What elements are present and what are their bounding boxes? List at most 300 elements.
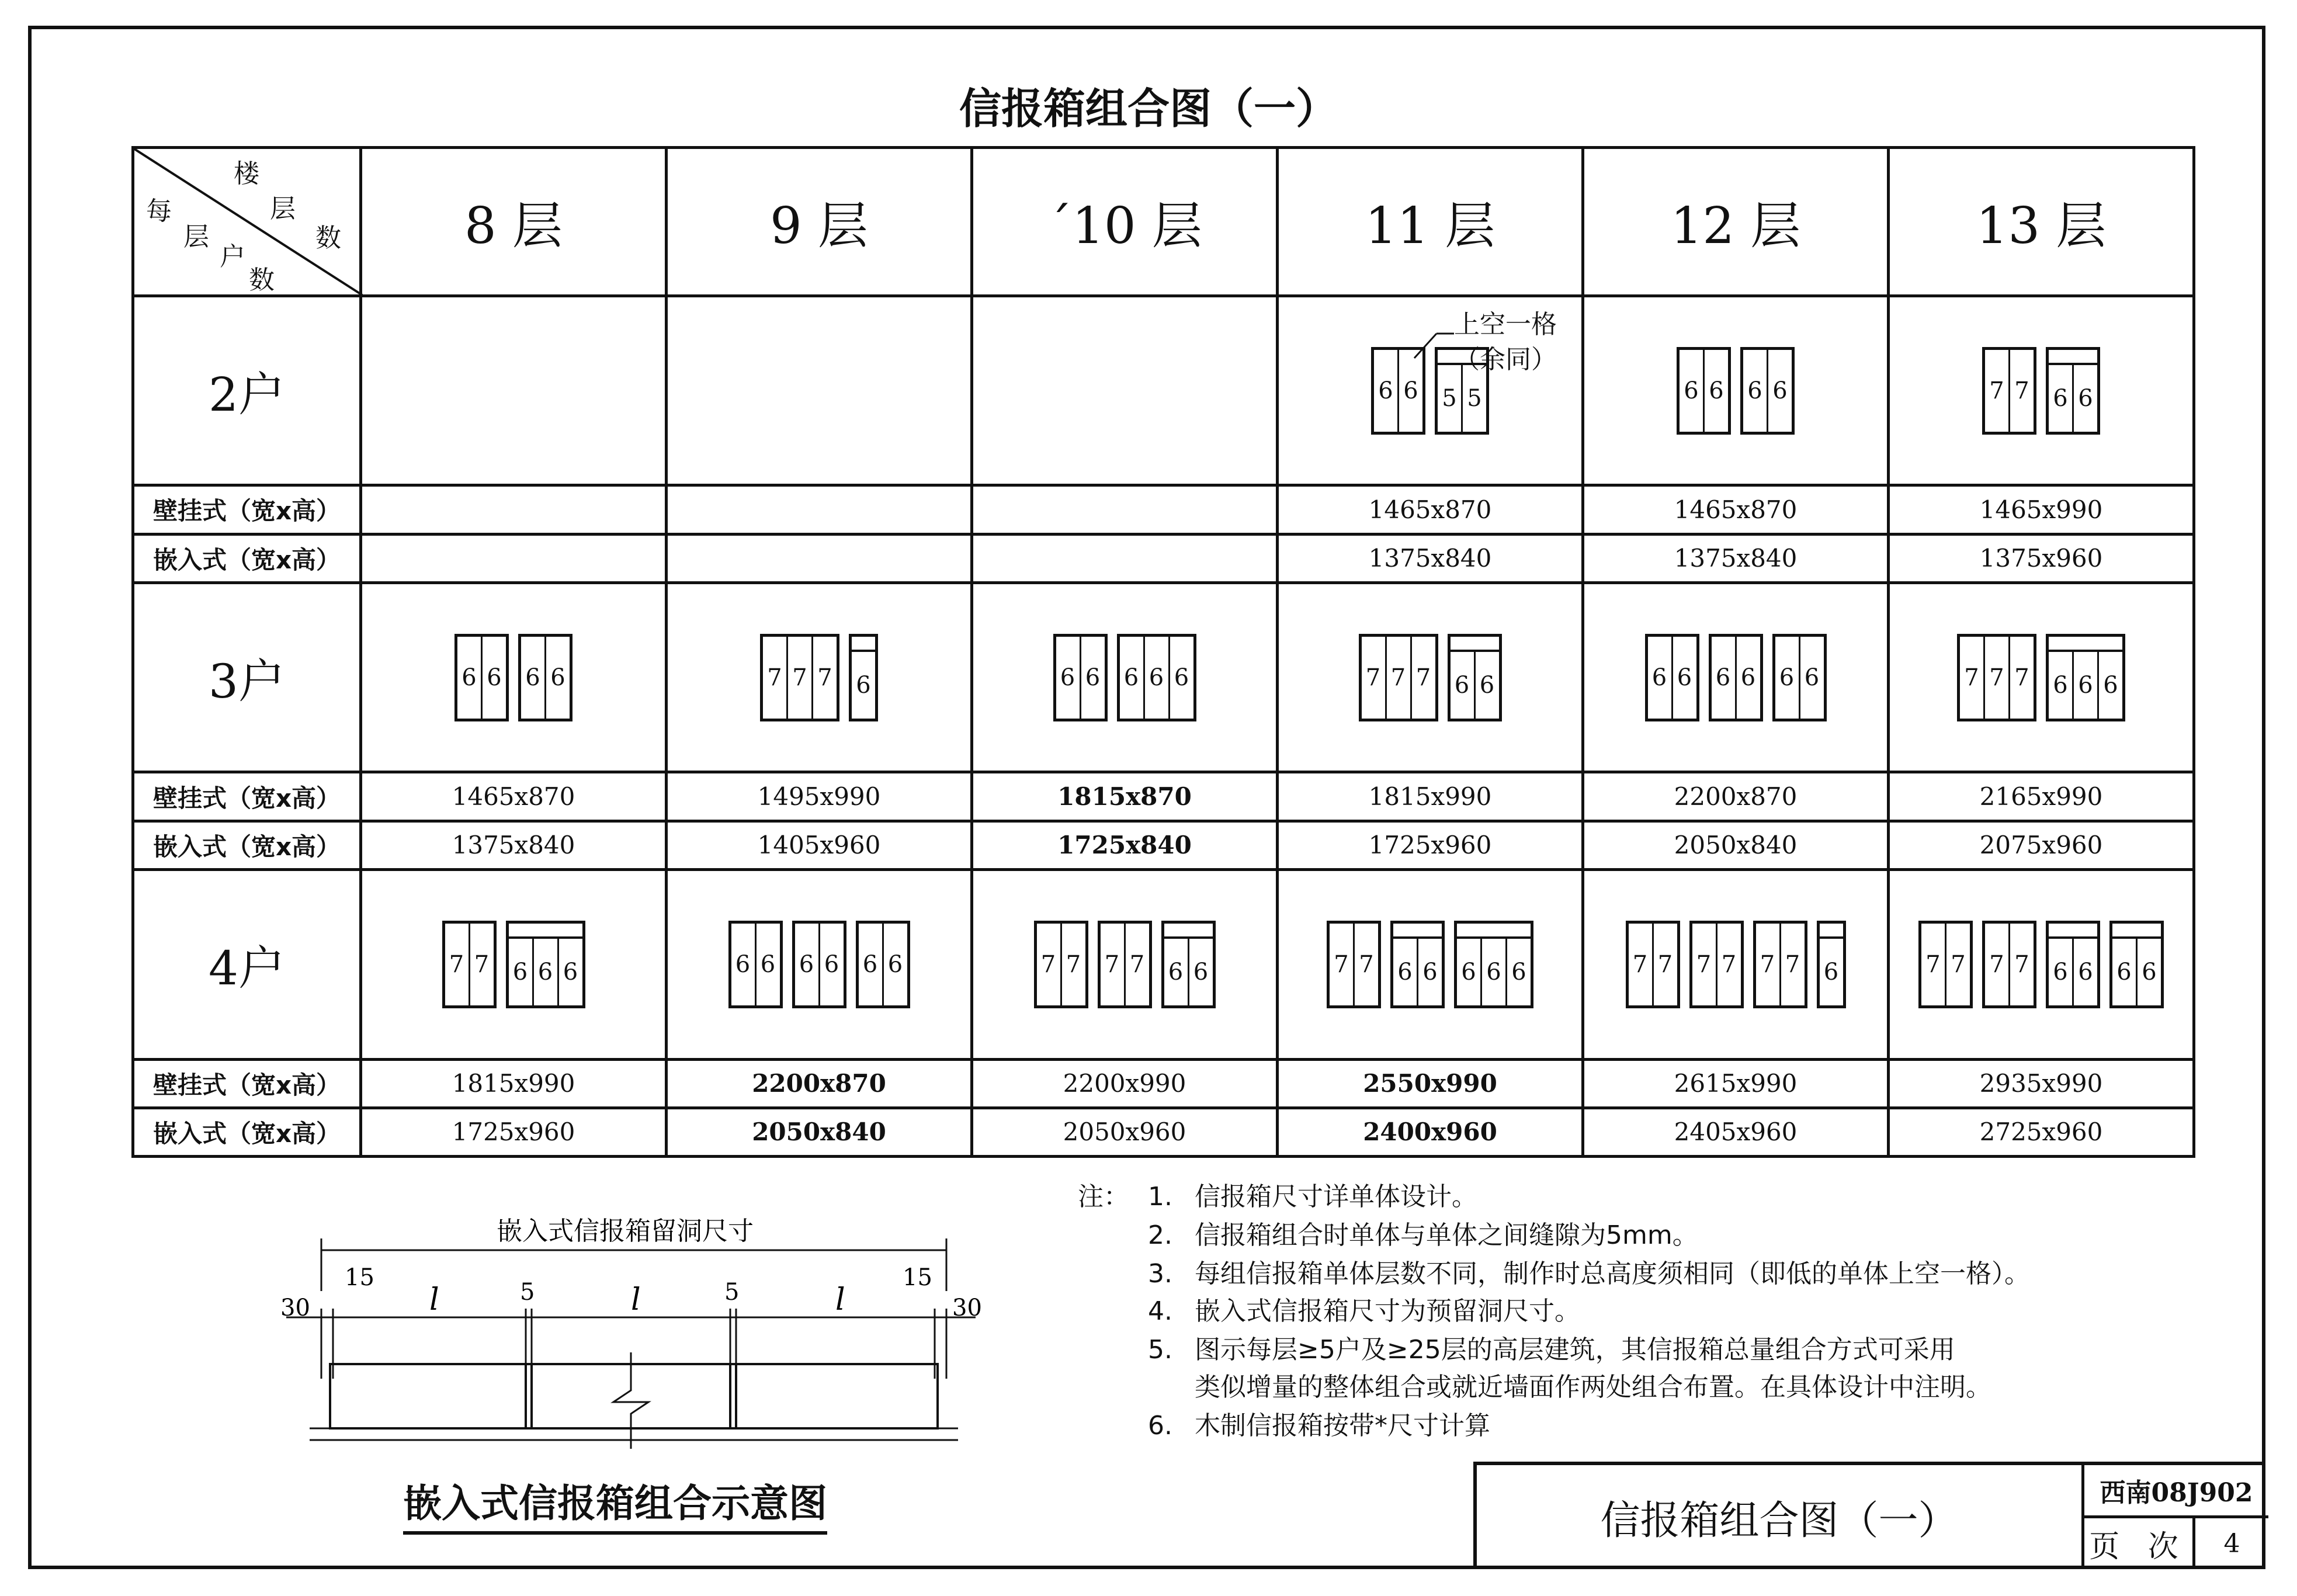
dimension-value: 2200x870 (1583, 772, 1889, 821)
mailbox-unit (2046, 921, 2100, 1008)
mailbox-unit (1034, 921, 1088, 1008)
corner-cell (133, 148, 361, 296)
floor-count: 6 (735, 950, 751, 978)
mailbox-columns (1101, 924, 1149, 1005)
floor-count: 6 (755, 924, 780, 1005)
column-header: 11 层 (1278, 148, 1583, 296)
mailbox-unit (506, 921, 585, 1008)
annotation-top-empty: 上空一格 (1454, 309, 1557, 339)
mailbox-columns (1629, 924, 1677, 1005)
floor-count: 6 (2053, 671, 2068, 699)
atlas-code: 西南08J902 (2084, 1465, 2268, 1518)
dim-30-right: 30 (952, 1295, 982, 1321)
mailbox-unit (1740, 347, 1795, 435)
title-block-main: 信报箱组合图（一） (1600, 1497, 1958, 1544)
note-item (1148, 1290, 1580, 1327)
embed-row (133, 821, 2194, 869)
floor-count: 6 (1823, 958, 1839, 986)
floor-count: 6 (2136, 939, 2161, 1005)
floor-count: 6 (532, 939, 557, 1005)
embedded-schematic (275, 1215, 982, 1484)
floor-count: 7 (1964, 664, 1979, 691)
mailbox-unit (1709, 634, 1763, 721)
note-number: 4. (1148, 1296, 1172, 1326)
mailbox-columns (852, 652, 875, 719)
wall-mount-label: 壁挂式（宽x高） (133, 485, 361, 534)
dimension-value: 1815x990 (1278, 772, 1583, 821)
floor-count: 6 (557, 939, 582, 1005)
diagram-cell (361, 582, 667, 772)
floor-count: 7 (1334, 950, 1349, 978)
floor-count: 7 (1124, 924, 1149, 1005)
diagram-row (133, 296, 2194, 485)
column-header: ´10 层 (972, 148, 1278, 296)
diagram-cell (972, 869, 1278, 1059)
floor-count: 6 (2072, 365, 2097, 432)
diagram-cell (667, 296, 972, 485)
mailbox-columns (1362, 637, 1435, 719)
floor-count: 6 (799, 950, 814, 978)
embed-row (133, 534, 2194, 582)
floor-count: 6 (1188, 939, 1213, 1005)
floor-count: 6 (1168, 958, 1184, 986)
mailbox-unit (1161, 921, 1216, 1008)
corner-char: 数 (315, 223, 341, 253)
mailbox-group (442, 921, 585, 1008)
floor-count: 6 (1779, 664, 1795, 691)
empty-top-slot (1164, 924, 1213, 939)
combination-table (131, 146, 2195, 1158)
column-header: 9 层 (667, 148, 972, 296)
floor-count: 7 (1632, 950, 1648, 978)
mailbox-columns (1743, 350, 1792, 432)
mailbox-columns (1985, 924, 2034, 1005)
diagram-cell (972, 582, 1278, 772)
corner-char: 楼 (234, 159, 259, 189)
wall-row (133, 772, 2194, 821)
mailbox-block (330, 1364, 938, 1428)
diagram-cell (667, 869, 972, 1059)
dimension-value: 1405x960 (667, 821, 972, 869)
dimension-value: 2615x990 (1583, 1059, 1889, 1108)
mailbox-group (1982, 347, 2100, 435)
floor-count: 7 (1983, 637, 2008, 719)
mailbox-group (760, 634, 878, 721)
floor-count: 6 (462, 664, 477, 691)
floor-count: 7 (811, 637, 837, 719)
diagram-cell (1889, 869, 2194, 1059)
dimension-value: 1465x870 (1583, 485, 1889, 534)
embedded-label: 嵌入式（宽x高） (133, 534, 361, 582)
dimension-value: 2725x960 (1889, 1108, 2194, 1156)
floor-count: 6 (1735, 637, 1760, 719)
dimension-value: 1465x870 (1278, 485, 1583, 534)
dimension-value (972, 534, 1278, 582)
floor-count: 7 (2008, 637, 2034, 719)
corner-char: 每 (146, 196, 172, 226)
wall-row (133, 1059, 2194, 1108)
empty-top-slot (1393, 924, 1442, 939)
mailbox-columns (457, 637, 506, 719)
empty-top-slot (1820, 924, 1843, 939)
dimension-value: 1495x990 (667, 772, 972, 821)
household-label: 2户 (133, 296, 361, 485)
mailbox-unit (442, 921, 497, 1008)
mailbox-unit (1098, 921, 1152, 1008)
diagram-cell (1278, 582, 1583, 772)
page-label: 页 次 (2084, 1518, 2195, 1569)
mailbox-unit (1918, 921, 1973, 1008)
mailbox-unit (1117, 634, 1196, 721)
mailbox-unit (1053, 634, 1108, 721)
dimension-value (667, 485, 972, 534)
mailbox-group (1677, 347, 1795, 435)
mailbox-columns (521, 637, 570, 719)
floor-count: 7 (1989, 377, 2004, 404)
floor-count: 6 (856, 671, 871, 699)
mailbox-group (1626, 921, 1846, 1008)
floor-count: 6 (1168, 637, 1193, 719)
floor-count: 6 (1060, 664, 1075, 691)
note-text: 信报箱尺寸详单体设计。 (1195, 1182, 1477, 1212)
floor-count: 6 (1397, 958, 1413, 986)
dimension-value: 2550x990 (1278, 1059, 1583, 1108)
mailbox-unit (1689, 921, 1744, 1008)
empty-top-slot (2049, 350, 2097, 365)
annotation-same: （余同） (1454, 344, 1557, 374)
note-number: 6. (1148, 1411, 1172, 1441)
floor-count: 7 (1760, 950, 1775, 978)
mailbox-unit (1454, 921, 1533, 1008)
floor-count: 6 (544, 637, 570, 719)
floor-count: 6 (2053, 384, 2068, 412)
floor-count: 6 (1747, 377, 1762, 404)
wall-row (133, 485, 2194, 534)
dimension-value (972, 485, 1278, 534)
floor-count: 7 (469, 924, 494, 1005)
dimension-value: 2075x960 (1889, 821, 2194, 869)
note-text: 嵌入式信报箱尺寸为预留洞尺寸。 (1195, 1296, 1580, 1326)
mailbox-columns (1775, 637, 1824, 719)
floor-count: 7 (1410, 637, 1435, 719)
mailbox-group (1918, 921, 2164, 1008)
mailbox-columns (1756, 924, 1805, 1005)
mailbox-unit (2046, 347, 2100, 435)
mailbox-columns (1648, 637, 1696, 719)
floor-count: 6 (1767, 350, 1792, 432)
break-line (613, 1352, 648, 1449)
floor-count: 6 (2097, 652, 2122, 719)
dimension-value: 2050x840 (1583, 821, 1889, 869)
mailbox-unit (2046, 634, 2125, 721)
note-text: 每组信报箱单体层数不同，制作时总高度须相同（即低的单体上空一格）。 (1195, 1259, 2030, 1289)
corner-char: 户 (220, 242, 245, 272)
mailbox-group (1053, 634, 1196, 721)
title-block (1473, 1462, 2265, 1569)
mailbox-columns (509, 939, 582, 1005)
household-label: 4户 (133, 869, 361, 1059)
mailbox-columns (1164, 939, 1213, 1005)
column-header: 8 层 (361, 148, 667, 296)
household-label: 3户 (133, 582, 361, 772)
dimension-value: 1815x870 (972, 772, 1278, 821)
note-item (1148, 1404, 1490, 1442)
dimension-value (361, 485, 667, 534)
floor-count: 6 (1715, 664, 1731, 691)
note-item (1148, 1175, 1477, 1213)
dimension-value: 2165x990 (1889, 772, 2194, 821)
dimension-value: 2405x960 (1583, 1108, 1889, 1156)
dimension-value: 1375x840 (1278, 534, 1583, 582)
mailbox-columns (731, 924, 780, 1005)
dimension-value (667, 534, 972, 582)
diagram-cell (1583, 582, 1889, 772)
dimension-value: 1815x990 (361, 1059, 667, 1108)
diagram-cell (1583, 296, 1889, 485)
mailbox-group (1327, 921, 1533, 1008)
mailbox-columns (1120, 637, 1193, 719)
mailbox-unit (1327, 921, 1381, 1008)
floor-count: 7 (1353, 924, 1378, 1005)
note-item (1148, 1366, 1991, 1403)
mailbox-columns (1451, 652, 1499, 719)
note-number: 2. (1148, 1220, 1172, 1250)
mailbox-unit (1817, 921, 1846, 1008)
dim-l: l (429, 1282, 439, 1317)
floor-count: 7 (786, 637, 811, 719)
mailbox-unit (1772, 634, 1827, 721)
corner-char: 层 (270, 194, 296, 224)
mailbox-group (1957, 634, 2125, 721)
floor-count: 6 (882, 924, 907, 1005)
floor-count: 7 (1104, 950, 1120, 978)
dimension-value: 1725x840 (972, 821, 1278, 869)
note-item (1148, 1252, 2030, 1290)
note-text: 信报箱组合时单体与单体之间缝隙为5mm。 (1195, 1220, 1698, 1250)
floor-count: 6 (1461, 958, 1476, 986)
floor-count: 6 (512, 958, 528, 986)
mailbox-unit (1957, 634, 2036, 721)
floor-count: 6 (1651, 664, 1667, 691)
mailbox-columns (1680, 350, 1728, 432)
mailbox-unit (728, 921, 783, 1008)
mailbox-group (1645, 634, 1827, 721)
floor-count: 6 (1684, 377, 1699, 404)
mailbox-columns (1692, 924, 1741, 1005)
diagram-cell (361, 869, 667, 1059)
mailbox-columns (1037, 924, 1085, 1005)
column-header: 12 层 (1583, 148, 1889, 296)
floor-count: 6 (1123, 664, 1139, 691)
floor-count: 6 (1378, 377, 1393, 404)
mailbox-columns (763, 637, 837, 719)
floor-count: 6 (1671, 637, 1696, 719)
mailbox-unit (1677, 347, 1731, 435)
mailbox-unit (856, 921, 910, 1008)
embedded-label: 嵌入式（宽x高） (133, 1108, 361, 1156)
mailbox-unit (1753, 921, 1807, 1008)
dimension-value: 1725x960 (361, 1108, 667, 1156)
floor-count: 7 (449, 950, 464, 978)
empty-top-slot (852, 637, 875, 652)
dimension-value: 2400x960 (1278, 1108, 1583, 1156)
mailbox-unit (849, 634, 878, 721)
annotation-leader (1279, 297, 1584, 484)
diagram-cell (361, 296, 667, 485)
dimension-value: 1375x840 (361, 821, 667, 869)
note-number: 3. (1148, 1259, 1172, 1289)
dimension-value: 1375x960 (1889, 534, 2194, 582)
floor-count: 7 (2008, 350, 2034, 432)
floor-count: 6 (1397, 350, 1422, 432)
floor-count: 7 (1060, 924, 1085, 1005)
floor-count: 7 (1945, 924, 1970, 1005)
diagram-cell (1583, 869, 1889, 1059)
mailbox-group (454, 634, 572, 721)
diagram-row (133, 582, 2194, 772)
dim-30-left: 30 (280, 1295, 310, 1321)
wall-mount-label: 壁挂式（宽x高） (133, 772, 361, 821)
mailbox-group (728, 921, 910, 1008)
mailbox-columns (1960, 637, 2034, 719)
floor-count: 6 (1143, 637, 1168, 719)
dimension-value: 2200x990 (972, 1059, 1278, 1108)
floor-count: 7 (1779, 924, 1805, 1005)
mailbox-columns (2049, 939, 2097, 1005)
floor-count: 7 (1696, 950, 1712, 978)
note-number: 5. (1148, 1335, 1172, 1365)
note-text: 类似增量的整体组合或就近墙面作两处组合布置。在具体设计中注明。 (1195, 1372, 1991, 1402)
floor-count: 7 (1716, 924, 1741, 1005)
mailbox-columns (2049, 365, 2097, 432)
floor-count: 6 (1799, 637, 1824, 719)
dimension-value: 2935x990 (1889, 1059, 2194, 1108)
dimension-value: 1725x960 (1278, 821, 1583, 869)
wall-mount-label: 壁挂式（宽x高） (133, 1059, 361, 1108)
mailbox-columns (1712, 637, 1760, 719)
diagram-row (133, 869, 2194, 1059)
diagram-cell (1278, 869, 1583, 1059)
dimension-value: 2200x870 (667, 1059, 972, 1108)
mailbox-columns (1820, 939, 1843, 1005)
schematic-caption: 嵌入式信报箱留洞尺寸 (497, 1216, 754, 1246)
mailbox-columns (2112, 939, 2161, 1005)
mailbox-columns (795, 924, 844, 1005)
dim-l: l (631, 1282, 641, 1317)
floor-count: 6 (1417, 939, 1442, 1005)
floor-count: 6 (818, 924, 844, 1005)
embed-row (133, 1108, 2194, 1156)
floor-count: 7 (2008, 924, 2034, 1005)
diagram-cell (1278, 296, 1583, 485)
mailbox-group (1359, 634, 1502, 721)
mailbox-columns (1457, 939, 1531, 1005)
floor-count: 6 (862, 950, 878, 978)
floor-count: 7 (1925, 950, 1941, 978)
dimension-value (361, 534, 667, 582)
mailbox-columns (1330, 924, 1378, 1005)
mailbox-columns (1056, 637, 1105, 719)
floor-count: 7 (1365, 664, 1381, 691)
dimension-value: 1375x840 (1583, 534, 1889, 582)
empty-top-slot (2112, 924, 2161, 939)
diagram-cell (667, 582, 972, 772)
corner-char: 数 (249, 265, 275, 295)
dimension-value: 2050x960 (972, 1108, 1278, 1156)
empty-top-slot (509, 924, 582, 939)
note-text: 木制信报箱按带*尺寸计算 (1195, 1411, 1490, 1441)
note-number: 1. (1148, 1182, 1172, 1212)
empty-top-slot (1457, 924, 1531, 939)
mailbox-columns (445, 924, 494, 1005)
dimension-value: 1465x870 (361, 772, 667, 821)
mailbox-unit (1390, 921, 1445, 1008)
dim-15-left: 15 (345, 1264, 374, 1291)
mailbox-unit (1645, 634, 1699, 721)
floor-count: 6 (525, 664, 540, 691)
diagram-cell (1889, 582, 2194, 772)
page-title: 信报箱组合图（一） (959, 84, 1338, 133)
floor-count: 7 (1652, 924, 1677, 1005)
floor-count: 6 (1080, 637, 1105, 719)
diagram-cell (1889, 296, 2194, 485)
dim-5: 5 (724, 1279, 740, 1306)
mailbox-columns (1985, 350, 2034, 432)
note-text: 图示每层≥5户及≥25层的高层建筑，其信报箱总量组合方式可采用 (1195, 1335, 1955, 1365)
notes-label: 注： (1078, 1182, 1129, 1212)
corner-char: 层 (183, 222, 209, 252)
mailbox-unit (454, 634, 509, 721)
mailbox-group (1034, 921, 1216, 1008)
mailbox-columns (859, 924, 907, 1005)
embedded-label: 嵌入式（宽x高） (133, 821, 361, 869)
dim-5: 5 (520, 1279, 535, 1306)
floor-count: 6 (2072, 939, 2097, 1005)
mailbox-unit (760, 634, 839, 721)
floor-count: 6 (1505, 939, 1531, 1005)
mailbox-columns (1393, 939, 1442, 1005)
page-number: 4 (2223, 1529, 2240, 1559)
dim-15-right: 15 (903, 1264, 932, 1291)
mailbox-unit (2109, 921, 2164, 1008)
floor-count: 6 (1474, 652, 1499, 719)
note-item (1148, 1214, 1698, 1251)
note-item (1148, 1328, 1955, 1366)
floor-count: 5 (1461, 365, 1486, 432)
mailbox-unit (1359, 634, 1438, 721)
empty-top-slot (2049, 637, 2122, 652)
header-row (133, 148, 2194, 296)
floor-count: 7 (1385, 637, 1410, 719)
schematic-title: 嵌入式信报箱组合示意图 (403, 1472, 827, 1535)
floor-count: 6 (2053, 958, 2068, 986)
floor-count: 7 (767, 664, 782, 691)
mailbox-unit (1982, 921, 2036, 1008)
mailbox-unit (1982, 347, 2036, 435)
floor-count: 6 (1454, 671, 1470, 699)
title-block-side (2081, 1465, 2268, 1569)
floor-count: 6 (481, 637, 506, 719)
mailbox-unit (518, 634, 572, 721)
dimension-value: 1465x990 (1889, 485, 2194, 534)
mailbox-unit (1626, 921, 1680, 1008)
floor-count: 6 (2116, 958, 2132, 986)
floor-count: 6 (2072, 652, 2097, 719)
column-header: 13 层 (1889, 148, 2194, 296)
floor-count: 7 (1040, 950, 1056, 978)
mailbox-columns (2049, 652, 2122, 719)
mailbox-columns (1921, 924, 1970, 1005)
